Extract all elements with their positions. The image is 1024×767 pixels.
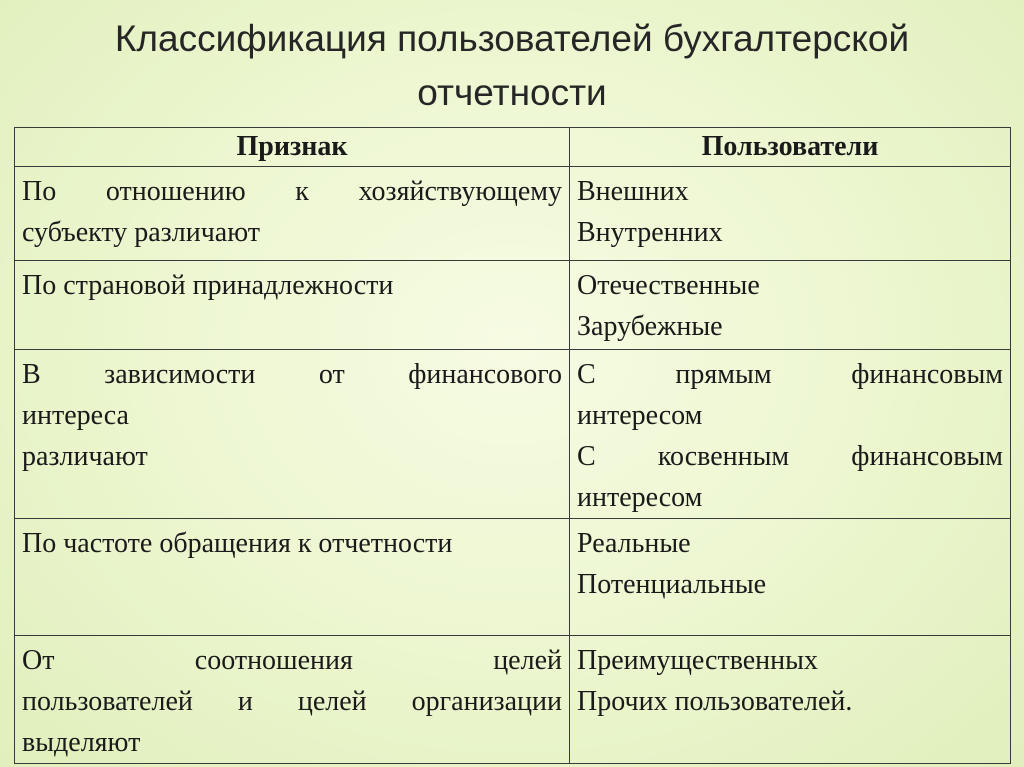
- users-line: Прочих пользователей.: [577, 686, 853, 717]
- users-line: Внутренних: [577, 217, 723, 248]
- table-header-row: [15, 128, 1011, 167]
- feature-line: По страновой принадлежности: [22, 270, 394, 301]
- table-row: [15, 261, 1011, 350]
- header-users: Пользователи: [570, 128, 1011, 167]
- table-row: [15, 636, 1011, 764]
- users-line: Зарубежные: [577, 311, 723, 342]
- feature-cell: [15, 261, 570, 350]
- feature-cell: [15, 636, 570, 764]
- users-line: Отечественные: [577, 270, 760, 301]
- users-line: Реальные: [577, 528, 691, 559]
- classification-table: [14, 127, 1011, 764]
- users-cell: [570, 261, 1011, 350]
- feature-line: По отношению к хозяйствующему: [22, 176, 562, 207]
- feature-line: В зависимости от финансового: [22, 359, 562, 390]
- feature-line: различают: [22, 441, 148, 472]
- feature-line: По частоте обращения к отчетности: [22, 528, 453, 559]
- users-line: Преимущественных: [577, 645, 818, 676]
- feature-cell: [15, 167, 570, 261]
- users-line: С прямым финансовым: [577, 359, 1003, 390]
- users-cell: [570, 519, 1011, 636]
- table-row: [15, 350, 1011, 519]
- feature-line: интереса: [22, 400, 129, 431]
- users-cell: [570, 350, 1011, 519]
- users-line: интересом: [577, 482, 703, 513]
- users-line: Внешних: [577, 176, 689, 207]
- feature-line: пользователей и целей организации: [22, 686, 562, 717]
- slide-title-line-1: Классификация пользователей бухгалтерской: [114, 18, 910, 59]
- users-line: интересом: [577, 400, 703, 431]
- users-line: С косвенным финансовым: [577, 441, 1003, 472]
- table-row: [15, 167, 1011, 261]
- table-row: [15, 519, 1011, 636]
- feature-cell: [15, 350, 570, 519]
- feature-line: От соотношения целей: [22, 645, 562, 676]
- header-feature: Признак: [15, 128, 570, 167]
- slide-title-line-2: отчетности: [417, 72, 607, 113]
- feature-line: выделяют: [22, 727, 141, 758]
- users-cell: [570, 636, 1011, 764]
- users-cell: [570, 167, 1011, 261]
- slide-title: [0, 12, 1024, 120]
- feature-cell: [15, 519, 570, 636]
- feature-line: субъекту различают: [22, 217, 260, 248]
- users-line: Потенциальные: [577, 569, 767, 600]
